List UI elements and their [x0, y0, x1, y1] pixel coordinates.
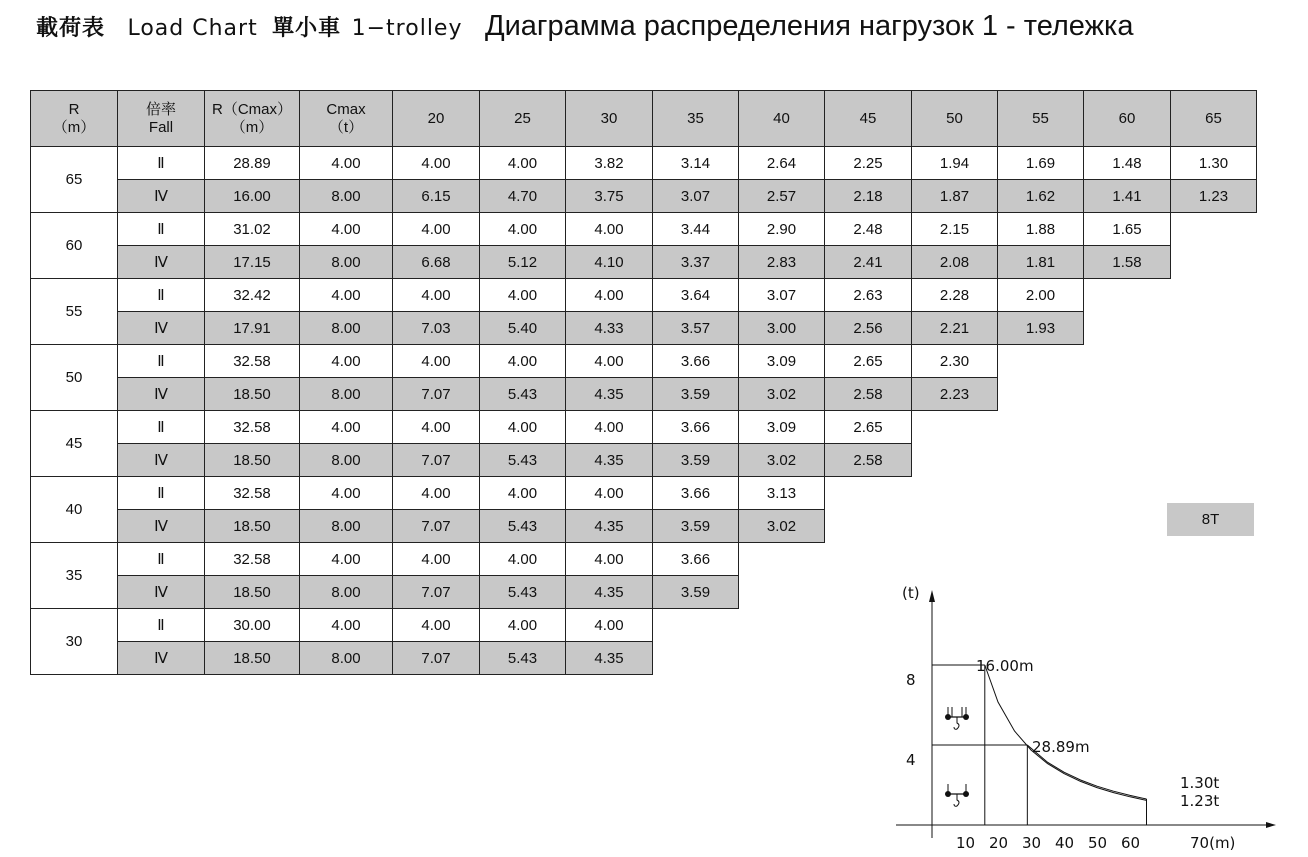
load-cell: 7.07	[393, 642, 480, 675]
empty-cell	[998, 345, 1084, 378]
empty-cell	[825, 510, 912, 543]
empty-cell	[998, 378, 1084, 411]
empty-cell	[998, 444, 1084, 477]
radius-group-label: 50	[31, 345, 118, 411]
load-cell: 3.59	[653, 510, 739, 543]
r-cmax-cell: 32.58	[205, 411, 300, 444]
empty-cell	[739, 609, 825, 642]
load-cell: 2.28	[912, 279, 998, 312]
r-cmax-cell: 17.15	[205, 246, 300, 279]
table-row	[31, 543, 1257, 576]
r-cmax-cell: 31.02	[205, 213, 300, 246]
fall-cell: Ⅱ	[118, 477, 205, 510]
load-cell: 5.43	[480, 444, 566, 477]
header-radius-50: 50	[912, 91, 998, 147]
load-cell: 5.40	[480, 312, 566, 345]
empty-cell	[1171, 543, 1257, 576]
cmax-cell: 4.00	[300, 411, 393, 444]
load-cell: 4.00	[480, 477, 566, 510]
cmax-cell: 8.00	[300, 378, 393, 411]
annotation-16m: 16.00m	[976, 657, 1034, 675]
empty-cell	[1084, 378, 1171, 411]
cmax-cell: 8.00	[300, 312, 393, 345]
cmax-cell: 4.00	[300, 279, 393, 312]
load-cell: 2.65	[825, 411, 912, 444]
cmax-cell: 4.00	[300, 609, 393, 642]
empty-cell	[912, 477, 998, 510]
load-cell: 1.62	[998, 180, 1084, 213]
table-row	[31, 444, 1257, 477]
empty-cell	[912, 510, 998, 543]
empty-cell	[998, 510, 1084, 543]
r-cmax-cell: 17.91	[205, 312, 300, 345]
load-cell: 4.00	[480, 543, 566, 576]
load-cell: 2.00	[998, 279, 1084, 312]
r-cmax-cell: 18.50	[205, 378, 300, 411]
capacity-badge: 8T	[1167, 503, 1254, 536]
load-cell: 4.10	[566, 246, 653, 279]
fall-cell: Ⅱ	[118, 213, 205, 246]
header-radius-45: 45	[825, 91, 912, 147]
header-radius-40: 40	[739, 91, 825, 147]
load-cell: 3.00	[739, 312, 825, 345]
table-row	[31, 477, 1257, 510]
cmax-cell: 8.00	[300, 180, 393, 213]
diagram-x-tick: 20	[989, 834, 1009, 852]
empty-cell	[1171, 411, 1257, 444]
load-cell: 4.00	[480, 609, 566, 642]
load-cell: 3.59	[653, 576, 739, 609]
load-cell: 3.57	[653, 312, 739, 345]
load-cell: 4.00	[393, 477, 480, 510]
header-row	[31, 91, 1257, 147]
empty-cell	[1084, 411, 1171, 444]
load-cell: 2.56	[825, 312, 912, 345]
load-cell: 7.03	[393, 312, 480, 345]
load-cell: 2.64	[739, 147, 825, 180]
fall-cell: Ⅳ	[118, 444, 205, 477]
load-cell: 1.48	[1084, 147, 1171, 180]
table-row	[31, 246, 1257, 279]
empty-cell	[825, 477, 912, 510]
load-cell: 1.88	[998, 213, 1084, 246]
header-r: R （m）	[31, 91, 118, 147]
four-fall-hook-icon	[945, 707, 969, 729]
table-row	[31, 147, 1257, 180]
y-axis-arrow	[929, 590, 935, 602]
load-cell: 3.64	[653, 279, 739, 312]
load-cell: 4.00	[566, 609, 653, 642]
load-cell: 4.00	[566, 213, 653, 246]
fall-cell: Ⅳ	[118, 378, 205, 411]
load-cell: 6.68	[393, 246, 480, 279]
load-cell: 2.30	[912, 345, 998, 378]
annotation-1-23t: 1.23t	[1180, 792, 1220, 810]
load-cell: 3.44	[653, 213, 739, 246]
empty-cell	[1084, 477, 1171, 510]
load-cell: 4.35	[566, 444, 653, 477]
table-row	[31, 510, 1257, 543]
cmax-cell: 4.00	[300, 543, 393, 576]
table-row	[31, 180, 1257, 213]
load-cell: 3.09	[739, 411, 825, 444]
load-cell: 7.07	[393, 444, 480, 477]
load-cell: 3.66	[653, 411, 739, 444]
load-cell: 1.30	[1171, 147, 1257, 180]
load-cell: 1.81	[998, 246, 1084, 279]
table-row	[31, 213, 1257, 246]
radius-group-label: 30	[31, 609, 118, 675]
load-cell: 1.69	[998, 147, 1084, 180]
empty-cell	[1171, 246, 1257, 279]
load-cell: 1.65	[1084, 213, 1171, 246]
load-cell: 4.00	[393, 411, 480, 444]
empty-cell	[912, 444, 998, 477]
fall-cell: Ⅳ	[118, 510, 205, 543]
empty-cell	[912, 543, 998, 576]
radius-group-label: 60	[31, 213, 118, 279]
diagram-x-tick: 30	[1022, 834, 1042, 852]
load-cell: 4.00	[480, 213, 566, 246]
empty-cell	[998, 543, 1084, 576]
cmax-cell: 8.00	[300, 576, 393, 609]
table-row	[31, 411, 1257, 444]
r-cmax-cell: 28.89	[205, 147, 300, 180]
empty-cell	[1084, 510, 1171, 543]
empty-cell	[1084, 444, 1171, 477]
load-cell: 1.41	[1084, 180, 1171, 213]
empty-cell	[1171, 213, 1257, 246]
title-en-trolley: 1−trolley	[351, 16, 463, 41]
load-cell: 3.09	[739, 345, 825, 378]
radius-group-label: 45	[31, 411, 118, 477]
r-cmax-cell: 32.58	[205, 345, 300, 378]
load-cell: 3.13	[739, 477, 825, 510]
load-cell: 2.23	[912, 378, 998, 411]
empty-cell	[739, 642, 825, 675]
fall-cell: Ⅱ	[118, 609, 205, 642]
load-cell: 1.23	[1171, 180, 1257, 213]
fall-cell: Ⅱ	[118, 345, 205, 378]
load-cell: 5.43	[480, 378, 566, 411]
r-cmax-cell: 18.50	[205, 444, 300, 477]
radius-group-label: 40	[31, 477, 118, 543]
title-cjk-trolley: 單小車	[272, 15, 342, 41]
load-cell: 2.48	[825, 213, 912, 246]
cmax-cell: 4.00	[300, 213, 393, 246]
load-cell: 3.66	[653, 543, 739, 576]
diagram-x-ticks	[956, 834, 1140, 852]
cmax-cell: 4.00	[300, 147, 393, 180]
r-cmax-cell: 30.00	[205, 609, 300, 642]
load-cell: 3.07	[739, 279, 825, 312]
empty-cell	[998, 411, 1084, 444]
empty-cell	[739, 543, 825, 576]
cmax-cell: 4.00	[300, 477, 393, 510]
r-cmax-cell: 18.50	[205, 510, 300, 543]
load-cell: 4.00	[566, 411, 653, 444]
load-cell: 4.35	[566, 576, 653, 609]
diagram-x-tick: 40	[1055, 834, 1075, 852]
annotation-28-89m: 28.89m	[1032, 738, 1090, 756]
table-row	[31, 345, 1257, 378]
header-r-cmax: R（Cmax） （m）	[205, 91, 300, 147]
load-cell: 4.33	[566, 312, 653, 345]
load-cell: 2.58	[825, 378, 912, 411]
load-cell: 3.02	[739, 444, 825, 477]
cmax-cell: 8.00	[300, 246, 393, 279]
empty-cell	[1171, 345, 1257, 378]
load-cell: 1.87	[912, 180, 998, 213]
diagram-hook-icons	[945, 707, 969, 806]
empty-cell	[998, 477, 1084, 510]
load-cell: 3.07	[653, 180, 739, 213]
table-row	[31, 378, 1257, 411]
header-radius-35: 35	[653, 91, 739, 147]
load-cell: 4.00	[566, 477, 653, 510]
load-cell: 4.00	[393, 543, 480, 576]
fall-cell: Ⅳ	[118, 180, 205, 213]
load-cell: 7.07	[393, 510, 480, 543]
fall-cell: Ⅱ	[118, 411, 205, 444]
empty-cell	[825, 543, 912, 576]
annotation-1-30t: 1.30t	[1180, 774, 1220, 792]
diagram-y-tick-4: 4	[906, 751, 916, 769]
header-radius-20: 20	[393, 91, 480, 147]
load-cell: 5.43	[480, 642, 566, 675]
fall-cell: Ⅳ	[118, 576, 205, 609]
load-cell: 2.18	[825, 180, 912, 213]
load-cell: 3.59	[653, 378, 739, 411]
load-cell: 4.00	[480, 411, 566, 444]
diagram-x-tick: 60	[1121, 834, 1141, 852]
load-cell: 4.00	[393, 279, 480, 312]
empty-cell	[739, 576, 825, 609]
load-cell: 4.00	[566, 543, 653, 576]
empty-cell	[1084, 543, 1171, 576]
load-cell: 4.70	[480, 180, 566, 213]
empty-cell	[1084, 345, 1171, 378]
empty-cell	[1171, 312, 1257, 345]
fall-cell: Ⅳ	[118, 312, 205, 345]
cmax-cell: 4.00	[300, 345, 393, 378]
radius-group-label: 55	[31, 279, 118, 345]
load-cell: 2.58	[825, 444, 912, 477]
header-radius-65: 65	[1171, 91, 1257, 147]
load-cell: 4.00	[393, 147, 480, 180]
load-cell: 4.35	[566, 642, 653, 675]
fall-cell: Ⅱ	[118, 543, 205, 576]
load-cell: 2.90	[739, 213, 825, 246]
title-ru: Диаграмма распределения нагрузок 1 - тележка	[484, 10, 1134, 42]
load-cell: 7.07	[393, 576, 480, 609]
header-radius-30: 30	[566, 91, 653, 147]
empty-cell	[653, 609, 739, 642]
load-cell: 2.41	[825, 246, 912, 279]
load-cell: 1.58	[1084, 246, 1171, 279]
load-cell: 3.66	[653, 477, 739, 510]
load-cell: 4.35	[566, 378, 653, 411]
load-cell: 2.57	[739, 180, 825, 213]
cmax-cell: 8.00	[300, 444, 393, 477]
empty-cell	[1171, 378, 1257, 411]
load-cell: 4.00	[566, 345, 653, 378]
load-cell: 3.66	[653, 345, 739, 378]
r-cmax-cell: 18.50	[205, 576, 300, 609]
two-fall-hook-icon	[945, 784, 969, 806]
load-cell: 3.82	[566, 147, 653, 180]
fall-cell: Ⅳ	[118, 642, 205, 675]
diagram-x-tick: 50	[1088, 834, 1108, 852]
empty-cell	[653, 642, 739, 675]
load-curve-diagram	[880, 580, 1280, 857]
radius-group-label: 65	[31, 147, 118, 213]
diagram-y-label: (t)	[902, 584, 920, 602]
diagram-y-tick-8: 8	[906, 671, 916, 689]
table-row	[31, 312, 1257, 345]
header-radius-25: 25	[480, 91, 566, 147]
load-cell: 5.43	[480, 576, 566, 609]
load-cell: 2.83	[739, 246, 825, 279]
load-cell: 4.35	[566, 510, 653, 543]
title-en-load-chart: Load Chart	[127, 16, 258, 41]
r-cmax-cell: 32.58	[205, 477, 300, 510]
load-cell: 3.37	[653, 246, 739, 279]
load-cell: 5.12	[480, 246, 566, 279]
load-cell: 3.02	[739, 510, 825, 543]
load-cell: 3.75	[566, 180, 653, 213]
empty-cell	[912, 411, 998, 444]
load-cell: 2.15	[912, 213, 998, 246]
fall-cell: Ⅱ	[118, 279, 205, 312]
r-cmax-cell: 32.42	[205, 279, 300, 312]
cmax-cell: 8.00	[300, 642, 393, 675]
load-cell: 4.00	[393, 213, 480, 246]
empty-cell	[1084, 312, 1171, 345]
load-cell: 4.00	[480, 279, 566, 312]
empty-cell	[1171, 444, 1257, 477]
load-cell: 3.59	[653, 444, 739, 477]
load-cell: 2.63	[825, 279, 912, 312]
table-row	[31, 279, 1257, 312]
cmax-cell: 8.00	[300, 510, 393, 543]
load-cell: 2.65	[825, 345, 912, 378]
header-radius-60: 60	[1084, 91, 1171, 147]
radius-group-label: 35	[31, 543, 118, 609]
curve-4-fall	[985, 665, 1147, 800]
load-cell: 5.43	[480, 510, 566, 543]
load-cell: 4.00	[393, 345, 480, 378]
empty-cell	[1171, 279, 1257, 312]
load-cell: 4.00	[480, 147, 566, 180]
load-cell: 3.14	[653, 147, 739, 180]
header-radius-55: 55	[998, 91, 1084, 147]
header-fall: 倍率 Fall	[118, 91, 205, 147]
load-cell: 6.15	[393, 180, 480, 213]
load-cell: 4.00	[393, 609, 480, 642]
r-cmax-cell: 32.58	[205, 543, 300, 576]
diagram-x-unit-label: 70(m)	[1190, 834, 1236, 852]
load-cell: 7.07	[393, 378, 480, 411]
load-cell: 2.21	[912, 312, 998, 345]
page-title	[36, 10, 1133, 43]
fall-cell: Ⅱ	[118, 147, 205, 180]
load-cell: 2.08	[912, 246, 998, 279]
load-cell: 3.02	[739, 378, 825, 411]
fall-cell: Ⅳ	[118, 246, 205, 279]
load-cell: 4.00	[566, 279, 653, 312]
load-cell: 4.00	[480, 345, 566, 378]
load-cell: 2.25	[825, 147, 912, 180]
empty-cell	[1084, 279, 1171, 312]
r-cmax-cell: 18.50	[205, 642, 300, 675]
load-cell: 1.93	[998, 312, 1084, 345]
header-cmax: Cmax （t）	[300, 91, 393, 147]
x-axis-arrow	[1266, 822, 1276, 828]
r-cmax-cell: 16.00	[205, 180, 300, 213]
diagram-x-tick: 10	[956, 834, 976, 852]
load-cell: 1.94	[912, 147, 998, 180]
title-cjk-load-chart: 載荷表	[36, 15, 106, 41]
